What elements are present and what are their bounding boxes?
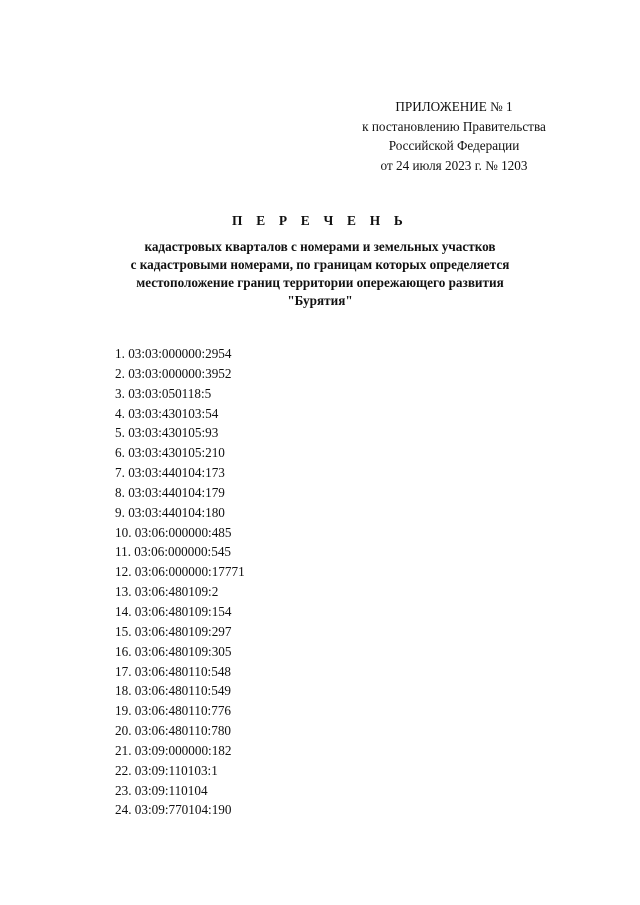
- list-item: 5. 03:03:430105:93: [115, 425, 219, 441]
- subtitle-line: кадастровых кварталов с номерами и земельных участков: [144, 239, 496, 254]
- list-item: 17. 03:06:480110:548: [115, 663, 232, 679]
- list-item: 22. 03:09:110103:1: [115, 762, 218, 778]
- appendix-date: от 24 июля 2023 г. № 1203: [380, 157, 528, 173]
- appendix-title: ПРИЛОЖЕНИЕ № 1: [395, 99, 513, 114]
- list-item: 19. 03:06:480110:776: [115, 703, 232, 719]
- list-item: 15. 03:06:480109:297: [115, 623, 232, 639]
- list-item: 10. 03:06:000000:485: [115, 524, 232, 540]
- cadastral-number-list: [115, 344, 245, 820]
- appendix-header: [330, 97, 578, 175]
- list-item: 2. 03:03:000000:3952: [115, 365, 232, 381]
- list-item: 11. 03:06:000000:545: [115, 544, 232, 560]
- list-item: 1. 03:03:000000:2954: [115, 346, 232, 361]
- list-item: 14. 03:06:480109:154: [115, 603, 232, 619]
- subtitle-line: "Бурятия": [287, 293, 353, 308]
- appendix-reference: к постановлению Правительства: [362, 118, 546, 134]
- list-item: 21. 03:09:000000:182: [115, 742, 232, 758]
- subtitle-line: с кадастровыми номерами, по границам которых определяется: [130, 257, 510, 272]
- list-item: 9. 03:03:440104:180: [115, 504, 225, 520]
- list-item: 6. 03:03:430105:210: [115, 445, 225, 461]
- list-item: 8. 03:03:440104:179: [115, 484, 225, 500]
- document-subtitle: [0, 238, 640, 310]
- list-item: 13. 03:06:480109:2: [115, 584, 219, 600]
- list-item: 16. 03:06:480109:305: [115, 643, 232, 659]
- list-item: 3. 03:03:050118:5: [115, 385, 212, 401]
- list-item: 24. 03:09:770104:190: [115, 802, 232, 818]
- subtitle-line: местоположение границ территории опережающего развития: [136, 275, 504, 290]
- list-item: 7. 03:03:440104:173: [115, 465, 225, 481]
- list-item: 18. 03:06:480110:549: [115, 683, 232, 699]
- appendix-authority: Российской Федерации: [388, 138, 520, 153]
- list-item: 20. 03:06:480110:780: [115, 723, 232, 739]
- list-item: 23. 03:09:110104: [115, 782, 208, 798]
- list-item: 4. 03:03:430103:54: [115, 405, 219, 421]
- document-title: П Е Р Е Ч Е Н Ь: [232, 213, 408, 228]
- list-item: 12. 03:06:000000:17771: [115, 564, 245, 580]
